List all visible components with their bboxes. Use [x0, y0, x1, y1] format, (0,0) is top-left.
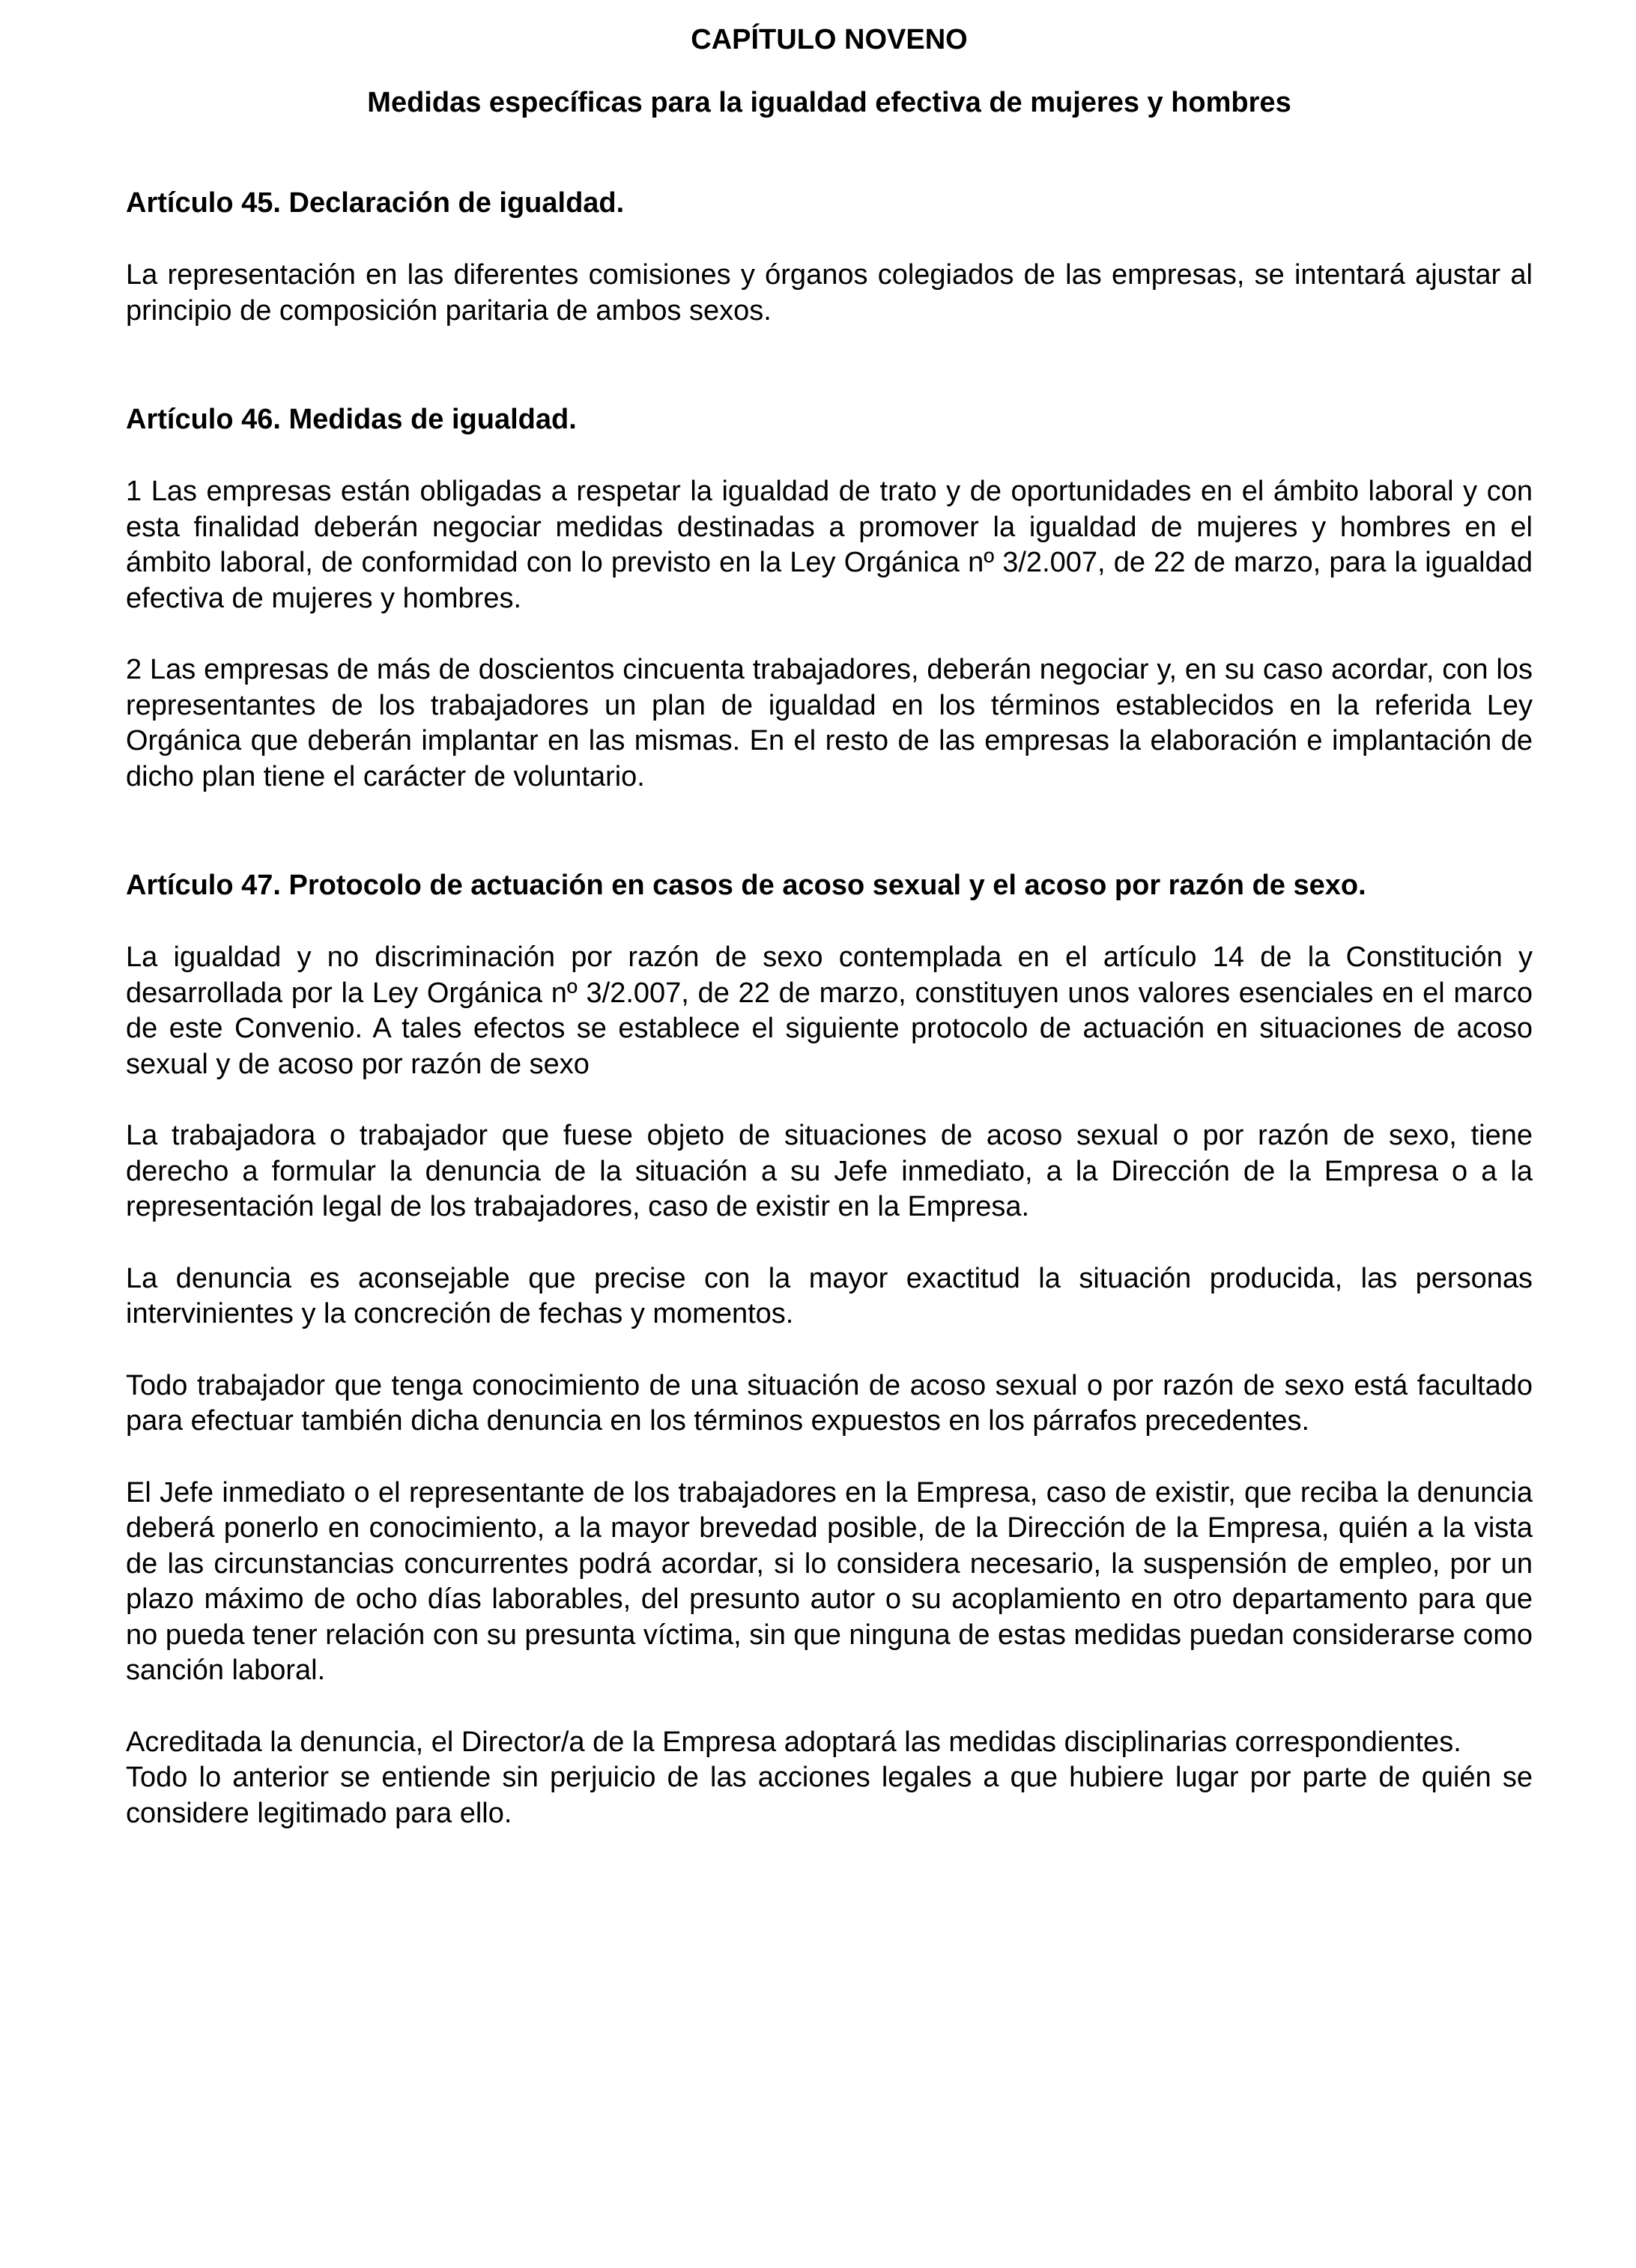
article-paragraph: La trabajadora o trabajador que fuese objeto de situaciones de acoso sexual o por razón de sexo, tiene derecho a formular la denuncia de la situación a su Jefe inmediato, a la Dirección de la Empresa o a la representación legal de los trabajadores, caso de existir en la Empresa. [126, 1120, 1533, 1222]
article-heading: Artículo 46. Medidas de igualdad. [126, 404, 577, 435]
chapter-subtitle: Medidas específicas para la igualdad efectiva de mujeres y hombres [367, 87, 1291, 118]
article-paragraph: 1 Las empresas están obligadas a respetar la igualdad de trato y de oportunidades en el ámbito laboral y con esta finalidad deberán negociar medidas destinadas a promover la igualdad de mujeres y hombres en el ámbito laboral, de conformidad con lo previsto en la Ley Orgánica nº 3/2.007, de 22 de marzo, para la igualdad efectiva de mujeres y hombres. [126, 476, 1533, 614]
article-paragraph: Todo trabajador que tenga conocimiento de una situación de acoso sexual o por razón de sexo está facultado para efectuar también dicha denuncia en los términos expuestos en los párrafos precedentes. [126, 1369, 1533, 1437]
article-heading: Artículo 45. Declaración de igualdad. [126, 187, 625, 219]
document-page [126, 22, 1533, 1831]
article-46 [126, 402, 1533, 795]
article-paragraph: La representación en las diferentes comisiones y órganos colegiados de las empresas, se intentará ajustar al principio de composición paritaria de ambos sexos. [126, 259, 1533, 327]
article-paragraph: La denuncia es aconsejable que precise con la mayor exactitud la situación producida, las personas intervinientes y la concreción de fechas y momentos. [126, 1262, 1533, 1329]
article-heading: Artículo 47. Protocolo de actuación en casos de acoso sexual y el acoso por razón de sexo. [126, 870, 1366, 901]
article-paragraph: El Jefe inmediato o el representante de los trabajadores en la Empresa, caso de existir, que reciba la denuncia deberá ponerlo en conocimiento, a la mayor brevedad posible, de la Dirección de la Empresa, quién a la vista de las circunstancias concurrentes podrá acordar, si lo considera necesario, la suspensión de empleo, por un plazo máximo de ocho días laborables, del presunto autor o su acoplamiento en otro departamento para que no pueda tener relación con su presunta víctima, sin que ninguna de estas medidas puedan considerarse como sanción laboral. [126, 1476, 1533, 1686]
article-paragraph: La igualdad y no discriminación por razón de sexo contemplada en el artículo 14 de la Constitución y desarrollada por la Ley Orgánica nº 3/2.007, de 22 de marzo, constituyen unos valores esenciales en el marco de este Convenio. A tales efectos se establece el siguiente protocolo de actuación en situaciones de acoso sexual y de acoso por razón de sexo [126, 942, 1533, 1080]
article-paragraph: Todo lo anterior se entiende sin perjuicio de las acciones legales a que hubiere lugar por parte de quién se considere legitimado para ello. [126, 1762, 1533, 1829]
chapter-title: CAPÍTULO NOVENO [691, 24, 968, 55]
article-paragraph: 2 Las empresas de más de doscientos cincuenta trabajadores, deberán negociar y, en su caso acordar, con los representantes de los trabajadores un plan de igualdad en los términos establecidos en la referida Ley Orgánica que deberán implantar en las mismas. En el resto de las empresas la elaboración e implantación de dicho plan tiene el carácter de voluntario. [126, 654, 1533, 792]
article-paragraph: Acreditada la denuncia, el Director/a de la Empresa adoptará las medidas disciplinarias correspondientes. [126, 1726, 1461, 1758]
article-47 [126, 868, 1533, 1831]
article-45 [126, 186, 1533, 329]
